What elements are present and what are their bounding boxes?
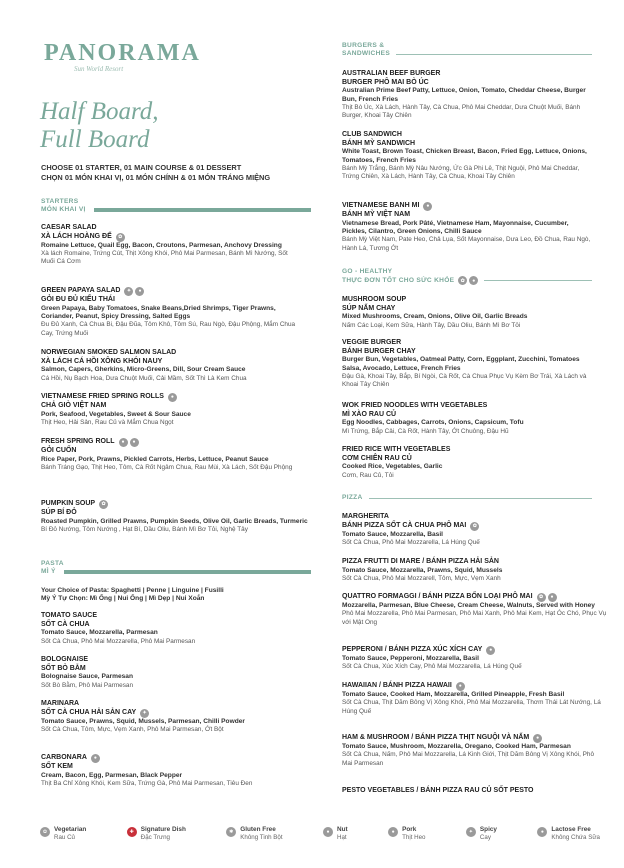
leaf-icon: ✿ — [537, 593, 546, 602]
nut-icon: ● — [323, 827, 333, 837]
section-line — [484, 280, 592, 281]
menu-item — [41, 349, 311, 383]
section-bar — [94, 208, 311, 212]
chili-icon: ✦ — [140, 709, 149, 718]
pork-icon: ● — [168, 393, 177, 402]
section-title: PASTA — [41, 560, 64, 567]
item-desc: Tomato Sauce, Mozzarella, Prawns, Squid, Mussels — [342, 566, 503, 574]
menu-item — [342, 682, 604, 716]
section-starters — [41, 198, 311, 214]
menu-item — [342, 339, 592, 390]
item-desc: Tomato Sauce, Mushroom, Mozzarella, Oregano, Cooked Ham, Parmesan — [342, 743, 571, 750]
item-desc-vi: Thịt Bò Úc, Xà Lách, Hành Tây, Cà Chua, Phô Mai Cheddar, Dưa Chuột Muối, Bánh Burger, Khoai Tây Chiên — [342, 104, 581, 120]
section-subtitle: THỰC ĐƠN TỐT CHO SỨC KHỎE ✿ ● — [342, 276, 592, 285]
item-name-vi: CƠM CHIÊN RAU CỦ — [342, 454, 412, 462]
section-bar — [64, 570, 311, 574]
wheat-icon: ✱ — [226, 827, 236, 837]
item-desc-vi: Thịt Heo, Hải Sản, Rau Củ và Mắm Chua Ngọt — [41, 419, 174, 426]
item-desc: Australian Prime Beef Patty, Lettuce, Onion, Tomato, Cheddar Cheese, Burger Bun, French Fries — [342, 87, 586, 103]
item-desc-vi: Bánh Mỳ Trắng, Bánh Mỳ Nâu Nướng, Ức Gà Phi Lê, Thịt Nguội, Phô Mai Cheddar, Trứng Chiên, Xà Lách, Hành Tây, Cà Chua, Khoai Tây Chiên — [342, 165, 580, 181]
item-name: AUSTRALIAN BEEF BURGER — [342, 70, 441, 77]
item-desc-vi: Sốt Cà Chua, Tôm, Mực, Vẹm Xanh, Phô Mai Parmesan, Ớt Bột — [41, 726, 224, 733]
menu-item — [41, 224, 303, 267]
item-desc-vi: Sốt Bò Bằm, Phô Mai Parmesan — [41, 681, 133, 689]
item-name: NORWEGIAN SMOKED SALMON SALAD — [41, 349, 177, 356]
item-desc: White Toast, Brown Toast, Chicken Breast, Bacon, Fried Egg, Lettuce, Onions, Tomatoes, French Fries — [342, 148, 587, 164]
item-desc: Pork, Seafood, Vegetables, Sweet & Sour Sauce — [41, 410, 191, 418]
item-desc: Cooked Rice, Vegetables, Garlic — [342, 463, 443, 471]
item-desc-vi: Cơm, Rau Củ, Tỏi — [342, 471, 394, 479]
intro-vi: CHỌN 01 MÓN KHAI VỊ, 01 MÓN CHÍNH & 01 MÓN TRÁNG MIỆNG — [41, 173, 271, 182]
item-desc: Tomato Sauce, Mozzarella, Basil — [342, 530, 444, 538]
item-name: HAM & MUSHROOM / BÁNH PIZZA THỊT NGUỘI VÀ NẤM — [342, 734, 530, 742]
menu-item — [342, 402, 592, 436]
section-line — [369, 498, 592, 499]
section-subtitle: SANDWICHES — [342, 50, 592, 58]
pasta-choice-vi: Mỳ Ý Tự Chọn: Mì Ống | Nui Ống | Mì Dẹp | Nui Xoắn — [41, 595, 205, 603]
menu-item — [41, 438, 303, 472]
item-desc-vi: Bí Đỏ Nướng, Tôm Nướng , Hạt Bí, Dầu Oliu, Bánh Mì Bơ Tỏi, Nghệ Tây — [41, 526, 248, 533]
item-name-vi: BÁNH MỲ SANDWICH — [342, 139, 416, 147]
brand-name: PANORAMA — [44, 40, 201, 66]
item-name-vi: BÁNH MỲ VIỆT NAM — [342, 211, 411, 218]
item-name: VIETNAMESE FRIED SPRING ROLLS — [41, 393, 164, 401]
section-healthy — [342, 268, 592, 285]
item-desc: Tomato Sauce, Cooked Ham, Mozzarella, Grilled Pineapple, Fresh Basil — [342, 691, 565, 698]
item-desc: Rice Paper, Pork, Prawns, Pickled Carrots, Herbs, Lettuce, Peanut Sauce — [41, 455, 269, 463]
item-name: CAESAR SALAD — [41, 224, 97, 231]
brand-logo — [44, 40, 201, 73]
item-name-vi: BÁNH BURGER CHAY — [342, 347, 416, 355]
chili-icon: ✦ — [466, 827, 476, 837]
section-line — [396, 54, 592, 55]
item-name-vi: SÚP NẤM CHAY — [342, 304, 396, 312]
menu-item — [41, 754, 303, 788]
section-subtitle: MÓN KHAI VỊ — [41, 206, 311, 214]
item-name-vi: GỎI CUỐN — [41, 447, 77, 454]
item-desc: Mixed Mushrooms, Cream, Onions, Olive Oil, Garlic Breads — [342, 313, 528, 321]
legend-spicy: ✦ Spicy Cay — [466, 826, 497, 841]
item-desc-vi: Bánh Tráng Gạo, Thịt Heo, Tôm, Cà Rốt Ngâm Chua, Rau Mùi, Xà Lách, Sốt Đậu Phộng — [41, 464, 293, 471]
item-name: PIZZA FRUTTI DI MARE / BÁNH PIZZA HẢI SẢN — [342, 558, 499, 565]
item-name: PESTO VEGETABLES / BÁNH PIZZA RAU CỦ SỐT PESTO — [342, 787, 534, 794]
item-name: PUMPKIN SOUP — [41, 500, 96, 508]
section-title: STARTERS — [41, 198, 79, 205]
section-subtitle: MÌ Ý — [41, 568, 311, 576]
item-name: MUSHROOM SOUP — [342, 296, 407, 303]
item-desc-vi: Xà lách Romaine, Trứng Cút, Thịt Xông Khói, Phô Mai Parmesan, Bánh Mì Nướng, Sốt Muối Cá Cơm — [41, 250, 288, 266]
item-name: PEPPERONI / BÁNH PIZZA XÚC XÍCH CAY — [342, 646, 483, 654]
item-desc: Roasted Pumpkin, Grilled Prawns, Pumpkin Seeds, Olive Oil, Garlic Breads, Turmeric — [41, 517, 308, 525]
item-desc-vi: Sốt Cà Chua, Nấm, Phô Mai Mozzarella, Lá Kinh Giới, Thịt Dăm Bông Vị Xông Khói, Phô Mai Parmesan — [342, 751, 595, 767]
legend-pork: ● Pork Thịt Heo — [388, 826, 425, 841]
section-pasta — [41, 560, 311, 576]
item-desc: Egg Noodles, Cabbages, Carrots, Onions, Capsicum, Tofu — [342, 419, 524, 427]
item-name-vi: CHẢ GIÒ VIỆT NAM — [41, 402, 107, 409]
pork-icon: ● — [486, 646, 495, 655]
legend-vegetarian: ✿ Vegetarian Rau Củ — [40, 826, 86, 841]
menu-item — [342, 646, 592, 672]
item-desc-vi: Thịt Ba Chỉ Xông Khói, Kem Sữa, Trứng Gà, Phô Mai Parmesan, Tiêu Đen — [41, 780, 253, 787]
leaf-icon: ✿ — [99, 500, 108, 509]
nut-icon: ● — [135, 287, 144, 296]
chili-icon: ✦ — [124, 287, 133, 296]
menu-item — [41, 393, 303, 427]
item-name-vi: SỐT KEM — [41, 763, 73, 770]
menu-item — [342, 131, 592, 182]
item-desc-vi: Sốt Cà Chua, Phô Mai Mozzarell, Tôm, Mực, Vẹm Xanh — [342, 575, 501, 582]
dietary-legend — [40, 826, 600, 841]
item-name: QUATTRO FORMAGGI / BÁNH PIZZA BỐN LOẠI PHÔ MAI — [342, 593, 533, 601]
section-burgers — [342, 42, 592, 58]
item-name: VIETNAMESE BANH MI — [342, 202, 420, 210]
leaf-icon: ✿ — [470, 522, 479, 531]
pork-icon: ● — [456, 682, 465, 691]
signature-icon: ✚ — [127, 827, 137, 837]
item-desc-vi: Sốt Cà Chua, Thịt Dăm Bông Vị Xông Khói, Phô Mai Mozzarella, Thơm Thái Lát Nướng, Lá Húng Quế — [342, 699, 601, 715]
item-desc: Romaine Lettuce, Quail Egg, Bacon, Croutons, Parmesan, Anchovy Dressing — [41, 241, 282, 249]
item-name: FRIED RICE WITH VEGETABLES — [342, 446, 451, 453]
pork-icon: ● — [91, 754, 100, 763]
item-name-vi: BURGER PHÔ MAI BÒ ÚC — [342, 78, 429, 86]
item-name-vi: SỐT CÀ CHUA — [41, 620, 90, 628]
pasta-choice — [41, 587, 311, 604]
item-desc: Bolognaise Sauce, Parmesan — [41, 673, 133, 681]
nut-icon: ● — [119, 438, 128, 447]
item-desc-vi: Đậu Gà, Khoai Tây, Bắp, Bí Ngòi, Cà Rốt, Cà Chua Phục Vụ Kèm Bơ Trái, Xà Lách và Khoai Tây Chiên — [342, 373, 587, 389]
item-desc-vi: Nấm Các Loại, Kem Sữa, Hành Tây, Dầu Oliu, Bánh Mì Bơ Tỏi — [342, 321, 521, 329]
menu-item — [342, 734, 604, 768]
item-name-vi: GỎI ĐU ĐỦ KIỂU THÁI — [41, 296, 115, 303]
item-name: VEGGIE BURGER — [342, 339, 402, 346]
item-desc: Tomato Sauce, Prawns, Squid, Mussels, Parmesan, Chilli Powder — [41, 717, 245, 725]
legend-nut: ● Nut Hạt — [323, 826, 348, 841]
menu-item — [41, 287, 303, 338]
brand-tagline: Sun World Resort — [74, 65, 124, 73]
item-desc: Vietnamese Bread, Pork Pâté, Vietnamese Ham, Mayonnaise, Cucumber, Pickles, Cilantro, Green Onions, Chilli Sauce — [342, 219, 569, 235]
menu-item — [342, 787, 604, 796]
item-desc: Salmon, Capers, Gherkins, Micro-Greens, Dill, Sour Cream Sauce — [41, 366, 246, 374]
menu-item — [342, 513, 592, 547]
pork-icon: ● — [388, 827, 398, 837]
item-name: WOK FRIED NOODLES WITH VEGETABLES — [342, 402, 488, 409]
section-title: PIZZA — [342, 494, 592, 502]
pork-icon: ● — [533, 734, 542, 743]
item-desc-vi: Cá Hồi, Nụ Bạch Hoa, Dưa Chuột Muối, Cải Mầm, Sốt Thì Là Kem Chua — [41, 374, 247, 382]
item-desc: Green Papaya, Baby Tomatoes, Snake Beans,Dried Shrimps, Tiger Prawns, Coriander, Peanut, Spicy Dressing, Salted Eggs — [41, 304, 276, 320]
menu-item — [342, 446, 592, 480]
item-name-vi: MÌ XÀO RAU CỦ — [342, 410, 397, 418]
item-desc-vi: Sốt Cà Chua, Phô Mai Mozzarella, Lá Húng Quế — [342, 539, 480, 546]
item-name: FRESH SPRING ROLL — [41, 438, 115, 446]
item-name-vi: XÀ LÁCH CÁ HỒI XÔNG KHÓI NAUY — [41, 357, 163, 365]
leaf-icon: ✿ — [458, 276, 467, 285]
menu-item — [41, 700, 303, 734]
menu-item — [342, 202, 592, 253]
item-name: HAWAIIAN / BÁNH PIZZA HAWAII — [342, 682, 452, 690]
pork-icon: ● — [423, 202, 432, 211]
item-name: TOMATO SAUCE — [41, 612, 98, 619]
legend-signature: ✚ Signature Dish Đặc Trưng — [127, 826, 186, 841]
section-title: BURGERS & — [342, 42, 385, 49]
hero-line-2: Full Board — [40, 126, 150, 153]
nut-icon: ● — [548, 593, 557, 602]
milk-icon: ● — [537, 827, 547, 837]
item-name: MARINARA — [41, 700, 80, 707]
item-name: CLUB SANDWICH — [342, 131, 402, 138]
item-name: GREEN PAPAYA SALAD — [41, 287, 121, 295]
item-desc-vi: Sốt Cà Chua, Xúc Xích Cay, Phô Mai Mozzarella, Lá Húng Quế — [342, 663, 522, 671]
item-desc: Tomato Sauce, Mozzarella, Parmesan — [41, 629, 158, 637]
menu-item — [41, 656, 303, 690]
item-name-vi: SỐT CÀ CHUA HẢI SẢN CAY — [41, 708, 137, 716]
intro-instructions — [41, 163, 311, 183]
item-desc: Tomato Sauce, Pepperoni, Mozzarella, Basil — [342, 655, 479, 662]
leaf-icon: ✿ — [40, 827, 50, 837]
leaf-icon: ✿ — [116, 233, 125, 242]
section-title: GO - HEALTHY — [342, 268, 393, 275]
legend-gluten-free: ✱ Gluten Free Không Tinh Bột — [226, 826, 282, 841]
item-desc-vi: Đu Đủ Xanh, Cà Chua Bi, Đậu Đũa, Tôm Khô, Tôm Sú, Rau Ngò, Đậu Phộng, Mắm Chua Cay, Trứng Muối — [41, 321, 296, 337]
item-name-vi: XÀ LÁCH HOÀNG ĐẾ — [41, 232, 112, 240]
item-desc-vi: Bánh Mỳ Việt Nam, Pate Heo, Chả Lụa, Sốt Mayonnaise, Dưa Leo, Đồ Chua, Rau Ngò, Hành Lá, Tương Ớt — [342, 236, 591, 252]
item-name-vi: BÁNH PIZZA SỐT CÀ CHUA PHÔ MAI — [342, 521, 467, 529]
hero-title — [40, 98, 159, 154]
pork-icon: ● — [130, 438, 139, 447]
item-desc: Burger Bun, Vegetables, Oatmeal Patty, Corn, Eggplant, Zucchini, Tomatoes Salsa, Avocado, Lettuce, French Fries — [342, 356, 580, 372]
menu-item — [342, 593, 612, 627]
hero-line-1: Half Board, — [40, 98, 159, 125]
pasta-choice-en: Your Choice of Pasta: Spaghetti | Penne | Linguine | Fusilli — [41, 587, 224, 594]
item-name: MARGHERITA — [342, 513, 389, 520]
item-name: CARBONARA — [41, 754, 87, 762]
item-desc-vi: Phô Mai Mozzarella, Phô Mai Parmesan, Phô Mai Xanh, Phô Mai Kem, Hạt Óc Chó, Phục Vụ với Mật Ong — [342, 610, 607, 626]
menu-item — [342, 558, 592, 583]
item-name: BOLOGNAISE — [41, 656, 89, 663]
milk-icon: ● — [469, 276, 478, 285]
item-desc: Mozzarella, Parmesan, Blue Cheese, Cream Cheese, Walnuts, Served with Honey — [342, 602, 595, 609]
item-name-vi: SÚP BÍ ĐỎ — [41, 509, 77, 516]
item-desc-vi: Sốt Cà Chua, Phô Mai Mozzarella, Phô Mai Parmesan — [41, 637, 196, 645]
legend-lactose-free: ● Lactose Free Không Chứa Sữa — [537, 826, 600, 841]
item-desc: Cream, Bacon, Egg, Parmesan, Black Pepper — [41, 771, 183, 779]
menu-item — [342, 296, 592, 330]
section-pizza — [342, 494, 592, 502]
menu-item — [41, 500, 311, 534]
item-desc-vi: Mì Trứng, Bắp Cải, Cà Rốt, Hành Tây, Ớt Chuông, Đậu Hũ — [342, 427, 509, 435]
menu-item — [342, 70, 592, 121]
menu-item — [41, 612, 303, 646]
item-name-vi: SỐT BÒ BẰM — [41, 664, 86, 672]
intro-en: CHOOSE 01 STARTER, 01 MAIN COURSE & 01 DESSERT — [41, 163, 242, 172]
